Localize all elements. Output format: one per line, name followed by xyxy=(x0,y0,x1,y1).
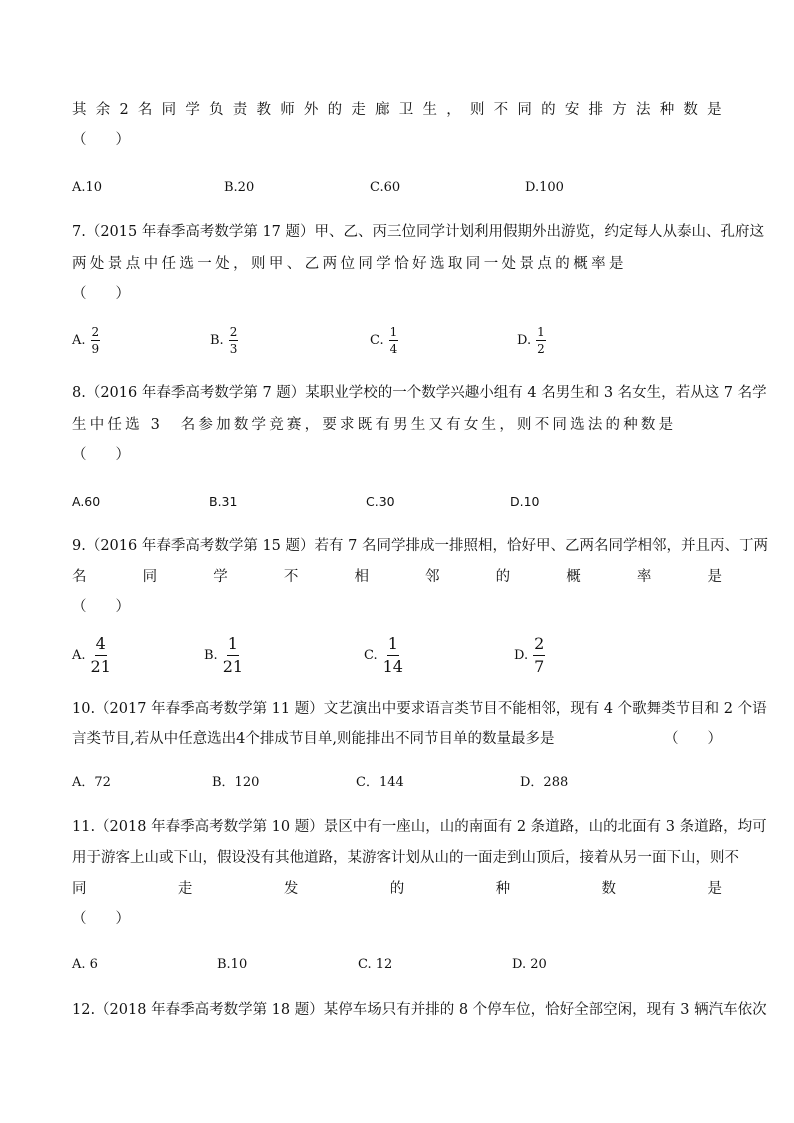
q7-option-label: D. xyxy=(517,333,532,348)
q6-line-1-char: 的 xyxy=(541,102,556,118)
q6-line-1-char: 安 xyxy=(564,102,580,118)
q6-option-d: D.100 xyxy=(525,180,564,195)
q9-option-label: C. xyxy=(364,648,378,663)
q11-line-3-char: 同 xyxy=(72,881,87,897)
q11-line-1: 11.（2018 年春季高考数学第 10 题）景区中有一座山，山的南面有 2 条道路，山的北面有 3 条道路，均可 xyxy=(72,819,767,835)
q9-option-d xyxy=(514,636,545,675)
q9-line-1: 9.（2016 年春季高考数学第 15 题）若有 7 名同学排成一排照相，恰好甲、乙两名同学相邻，并且丙、丁两 xyxy=(72,538,768,554)
fraction-numerator: 2 xyxy=(533,636,545,656)
q6-line-1-char: 的 xyxy=(327,102,343,118)
q6-line-1-char: 师 xyxy=(280,102,295,118)
fraction-denominator: 2 xyxy=(537,342,545,356)
q7-paren: （ ） xyxy=(72,286,130,302)
q7-option-a xyxy=(72,326,100,355)
q11-line-3-char: 走 xyxy=(177,881,193,897)
q7-line-2: 两处景点中任选一处，则甲、乙两位同学恰好选取同一处景点的概率是 xyxy=(72,256,627,272)
q6-line-1-char: ， xyxy=(446,102,461,118)
q11-line-3 xyxy=(72,879,722,899)
q6-line-1-char: 种 xyxy=(659,102,675,118)
q6-line-1-char: 排 xyxy=(588,102,604,118)
q6-line-1-char: 负 xyxy=(209,102,224,118)
q6-line-1-char: 不 xyxy=(493,102,509,118)
q8-line-1: 8.（2016 年春季高考数学第 7 题）某职业学校的一个数学兴趣小组有 4 名男生和 3 名女生，若从这 7 名学 xyxy=(72,385,767,401)
q6-line-1-char: 法 xyxy=(635,102,651,118)
q11-option-c: C. 12 xyxy=(358,957,393,972)
q9-line-2-char: 名 xyxy=(72,569,87,585)
q8-option-b: B.31 xyxy=(209,494,238,509)
fraction-numerator: 1 xyxy=(537,325,545,339)
fraction-denominator: 3 xyxy=(229,342,238,356)
q9-option-label: B. xyxy=(204,648,218,663)
q9-option-b xyxy=(204,636,243,675)
q6-line-1-char: 卫 xyxy=(398,102,414,118)
q10-line-1: 10.（2017 年春季高考数学第 11 题）文艺演出中要求语言类节目不能相邻，现有 4 个歌舞类节目和 2 个语 xyxy=(72,701,767,717)
q9-option-fraction xyxy=(91,636,111,675)
q9-option-fraction xyxy=(223,636,243,675)
q7-option-fraction xyxy=(536,326,546,355)
q6-line-1-char: 廊 xyxy=(375,102,390,118)
q6-option-b: B.20 xyxy=(224,180,255,195)
q6-line-1-char: 责 xyxy=(232,102,248,118)
q7-option-fraction xyxy=(229,326,239,355)
q7-option-label: A. xyxy=(72,333,86,348)
q10-option-a: A．72 xyxy=(72,775,111,790)
q6-line-1-char: 名 xyxy=(137,102,153,118)
q7-option-label: B. xyxy=(210,333,224,348)
q11-option-d: D. 20 xyxy=(512,957,547,972)
fraction-denominator: 21 xyxy=(222,657,244,676)
q7-option-label: C. xyxy=(370,333,384,348)
q6-line-1-char: 其 xyxy=(72,102,87,118)
fraction-denominator: 7 xyxy=(534,657,545,676)
q7-option-fraction xyxy=(91,326,101,355)
q7-option-d xyxy=(517,326,546,355)
fraction-numerator: 2 xyxy=(91,325,100,339)
q9-line-2-char: 同 xyxy=(142,569,158,585)
q8-paren: （ ） xyxy=(72,447,130,463)
q9-paren: （ ） xyxy=(72,599,130,615)
fraction-denominator: 4 xyxy=(389,342,398,356)
fraction-numerator: 1 xyxy=(387,636,399,656)
q9-option-fraction xyxy=(383,636,403,675)
q9-line-2 xyxy=(72,567,722,587)
fraction-numerator: 1 xyxy=(389,325,398,339)
q6-option-c: C.60 xyxy=(370,180,401,195)
q6-line-1-char: 同 xyxy=(517,102,532,118)
q9-line-2-char: 学 xyxy=(213,569,228,585)
q8-line-2: 生中任选 3 名参加数学竞赛，要求既有男生又有女生，则不同选法的种数是 xyxy=(72,417,677,433)
fraction-numerator: 1 xyxy=(227,636,239,656)
q9-line-2-char: 不 xyxy=(283,569,299,585)
q6-line-1-char: 数 xyxy=(683,102,698,118)
q8-option-d: D.10 xyxy=(510,494,540,509)
q11-option-a: A. 6 xyxy=(72,957,98,972)
q10-line-2-text: 言类节目,若从中任意选出4个排成节目单,则能排出不同节目单的数量最多是 xyxy=(72,731,555,747)
q7-line-1: 7.（2015 年春季高考数学第 17 题）甲、乙、丙三位同学计划利用假期外出游览，约定每人从泰山、孔府这 xyxy=(72,224,765,240)
q12-line-1: 12.（2018 年春季高考数学第 18 题）某停车场只有并排的 8 个停车位，恰好全部空闲，现有 3 辆汽车依次 xyxy=(72,1002,767,1018)
q8-option-c: C.30 xyxy=(366,494,395,509)
q9-line-2-char: 是 xyxy=(707,569,722,585)
q6-option-a: A.10 xyxy=(72,180,103,195)
q9-option-a xyxy=(72,636,111,675)
q11-paren: （ ） xyxy=(72,911,130,927)
q6-line-1-char: 则 xyxy=(469,102,485,118)
q11-line-3-char: 是 xyxy=(707,881,722,897)
q11-option-b: B.10 xyxy=(217,957,248,972)
q7-option-b xyxy=(210,326,238,355)
q10-line-2 xyxy=(72,729,722,749)
fraction-numerator: 2 xyxy=(229,325,238,339)
q9-line-2-char: 率 xyxy=(636,569,652,585)
q11-line-3-char: 数 xyxy=(601,881,617,897)
q10-option-b: B．120 xyxy=(212,775,260,790)
q6-line-1-char: 生 xyxy=(422,102,438,118)
q9-line-2-char: 的 xyxy=(495,569,511,585)
fraction-denominator: 9 xyxy=(91,342,100,356)
q11-line-3-char: 的 xyxy=(389,881,405,897)
fraction-denominator: 14 xyxy=(382,657,403,676)
q6-line-1-char: 外 xyxy=(303,102,319,118)
q9-line-2-char: 邻 xyxy=(425,569,440,585)
q9-option-label: A. xyxy=(72,648,86,663)
fraction-numerator: 4 xyxy=(95,636,107,656)
fraction-denominator: 21 xyxy=(90,657,111,676)
q11-line-3-char: 种 xyxy=(495,881,511,897)
q6-line-1-char: 教 xyxy=(256,102,271,118)
q10-paren: （ ） xyxy=(664,731,722,747)
q6-paren: （ ） xyxy=(72,132,130,148)
q9-option-label: D. xyxy=(514,648,529,663)
q11-line-3-char: 发 xyxy=(283,881,299,897)
q6-line-1 xyxy=(72,100,722,120)
q10-option-d: D．288 xyxy=(520,775,569,790)
q9-line-2-char: 概 xyxy=(566,569,581,585)
q9-option-fraction xyxy=(533,636,545,675)
q9-line-2-char: 相 xyxy=(354,569,369,585)
q6-line-1-char: 同 xyxy=(161,102,177,118)
q6-line-1-char: 走 xyxy=(351,102,366,118)
q6-line-1-char: 学 xyxy=(185,102,200,118)
q7-option-fraction xyxy=(389,326,399,355)
q6-line-1-char: 方 xyxy=(612,102,627,118)
q7-option-c xyxy=(370,326,398,355)
q11-line-2: 用于游客上山或下山，假设没有其他道路，某游客计划从山的一面走到山顶后，接着从另一面下山，则不 xyxy=(72,850,739,866)
q9-option-c xyxy=(364,636,403,675)
q6-line-1-char: 是 xyxy=(707,102,722,118)
q6-line-1-char: 余 xyxy=(95,102,111,118)
q10-option-c: C．144 xyxy=(356,775,404,790)
q6-line-1-char: 2 xyxy=(119,102,129,118)
q8-option-a: A.60 xyxy=(72,494,101,509)
